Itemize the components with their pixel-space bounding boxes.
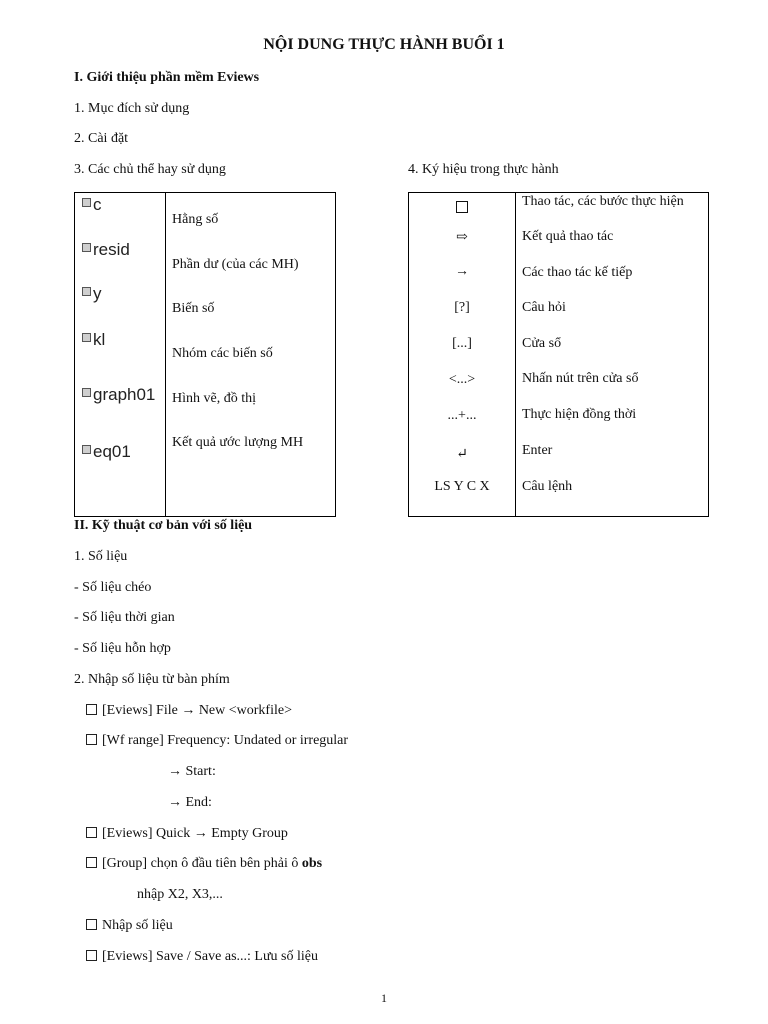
series-icon xyxy=(82,287,91,296)
step-end: → End: xyxy=(168,795,212,810)
meaning-question: Câu hỏi xyxy=(522,300,566,315)
object-eq01 xyxy=(82,442,131,462)
step-frequency xyxy=(86,733,348,749)
step-text-bold: obs xyxy=(301,856,323,871)
symbol-result: ⇨ xyxy=(456,230,468,245)
meaning-enter: Enter xyxy=(522,443,553,458)
meaning-button: Nhấn nút trên cửa sổ xyxy=(522,371,639,386)
meaning-step: Thao tác, các bước thực hiện xyxy=(522,194,684,209)
item-install: 2. Cài đặt xyxy=(74,131,129,146)
object-name: kl xyxy=(93,330,106,349)
checkbox-icon xyxy=(86,950,97,961)
step-text: [Wf range] Frequency: Undated or irregular xyxy=(102,733,349,748)
symbol-question: [?] xyxy=(454,300,470,315)
objects-table xyxy=(74,192,336,517)
data-type-mixed: - Số liệu hỗn hợp xyxy=(74,641,171,656)
object-resid xyxy=(82,240,130,260)
graph-icon xyxy=(82,388,91,397)
symbol-simultaneous: ...+... xyxy=(447,408,477,423)
step-new-workfile xyxy=(86,703,292,719)
symbols-table xyxy=(408,192,709,517)
symbols-heading: 4. Ký hiệu trong thực hành xyxy=(408,162,559,177)
descriptions-column xyxy=(166,193,336,517)
step-group-cell xyxy=(86,856,322,872)
section1-heading: I. Giới thiệu phần mềm Eviews xyxy=(74,70,260,85)
step-start: → Start: xyxy=(168,764,216,779)
object-y xyxy=(82,284,102,304)
desc-constant: Hằng số xyxy=(172,212,219,227)
section2-heading: II. Kỹ thuật cơ bản với số liệu xyxy=(74,518,253,533)
desc-group: Nhóm các biến số xyxy=(172,346,273,361)
page-number: 1 xyxy=(381,991,387,1005)
symbol-next: → xyxy=(455,264,469,279)
item-objects: 3. Các chủ thể hay sử dụng xyxy=(74,162,226,177)
checkbox-icon xyxy=(86,919,97,930)
desc-variable: Biến số xyxy=(172,301,215,316)
checkbox-icon xyxy=(86,857,97,868)
checkbox-icon xyxy=(86,827,97,838)
meaning-next: Các thao tác kế tiếp xyxy=(522,265,633,280)
object-c xyxy=(82,195,102,215)
meaning-result: Kết quả thao tác xyxy=(522,229,614,244)
data-type-cross: - Số liệu chéo xyxy=(74,580,152,595)
data-types-heading: 1. Số liệu xyxy=(74,549,128,564)
symbol-command: LS Y C X xyxy=(434,479,490,494)
step-text: [Group] chọn ô đầu tiên bên phải ô xyxy=(102,856,302,871)
equation-icon xyxy=(82,445,91,454)
symbols-column xyxy=(409,193,516,517)
symbol-button: <...> xyxy=(448,372,476,387)
symbol-window: [...] xyxy=(452,336,472,351)
objects-column xyxy=(75,193,166,517)
meaning-simultaneous: Thực hiện đồng thời xyxy=(522,407,637,422)
object-name: c xyxy=(93,195,102,214)
step-input-data xyxy=(86,918,173,934)
object-name: resid xyxy=(93,240,130,259)
item-purpose: 1. Mục đích sử dụng xyxy=(74,101,190,116)
object-name: y xyxy=(93,284,102,303)
meanings-column xyxy=(516,193,709,517)
enter-icon: ↵ xyxy=(456,447,468,462)
desc-resid: Phần dư (của các MH) xyxy=(172,257,299,272)
object-name: eq01 xyxy=(93,442,131,461)
step-empty-group xyxy=(86,826,288,842)
page-title: NỘI DUNG THỰC HÀNH BUỔI 1 xyxy=(263,36,505,53)
step-text: [Eviews] Quick → Empty Group xyxy=(102,826,288,841)
meaning-command: Câu lệnh xyxy=(522,479,573,494)
step-text: Nhập số liệu xyxy=(102,918,173,933)
object-graph01 xyxy=(82,385,155,405)
desc-graph: Hình vẽ, đồ thị xyxy=(172,391,256,406)
constant-icon xyxy=(82,198,91,207)
step-text: [Eviews] File → New <workfile> xyxy=(102,703,292,718)
step-text: [Eviews] Save / Save as...: Lưu số liệu xyxy=(102,949,318,964)
meaning-window: Cửa sổ xyxy=(522,336,562,351)
square-icon xyxy=(456,201,468,213)
group-icon xyxy=(82,333,91,342)
checkbox-icon xyxy=(86,734,97,745)
object-name: graph01 xyxy=(93,385,156,404)
step-save xyxy=(86,949,318,965)
input-heading: 2. Nhập số liệu từ bàn phím xyxy=(74,672,230,687)
step-enter-vars: nhập X2, X3,... xyxy=(137,887,223,902)
desc-equation: Kết quả ước lượng MH xyxy=(172,435,304,450)
symbol-step xyxy=(409,201,515,218)
data-type-time: - Số liệu thời gian xyxy=(74,610,175,625)
checkbox-icon xyxy=(86,704,97,715)
series-icon xyxy=(82,243,91,252)
object-kl xyxy=(82,330,105,350)
